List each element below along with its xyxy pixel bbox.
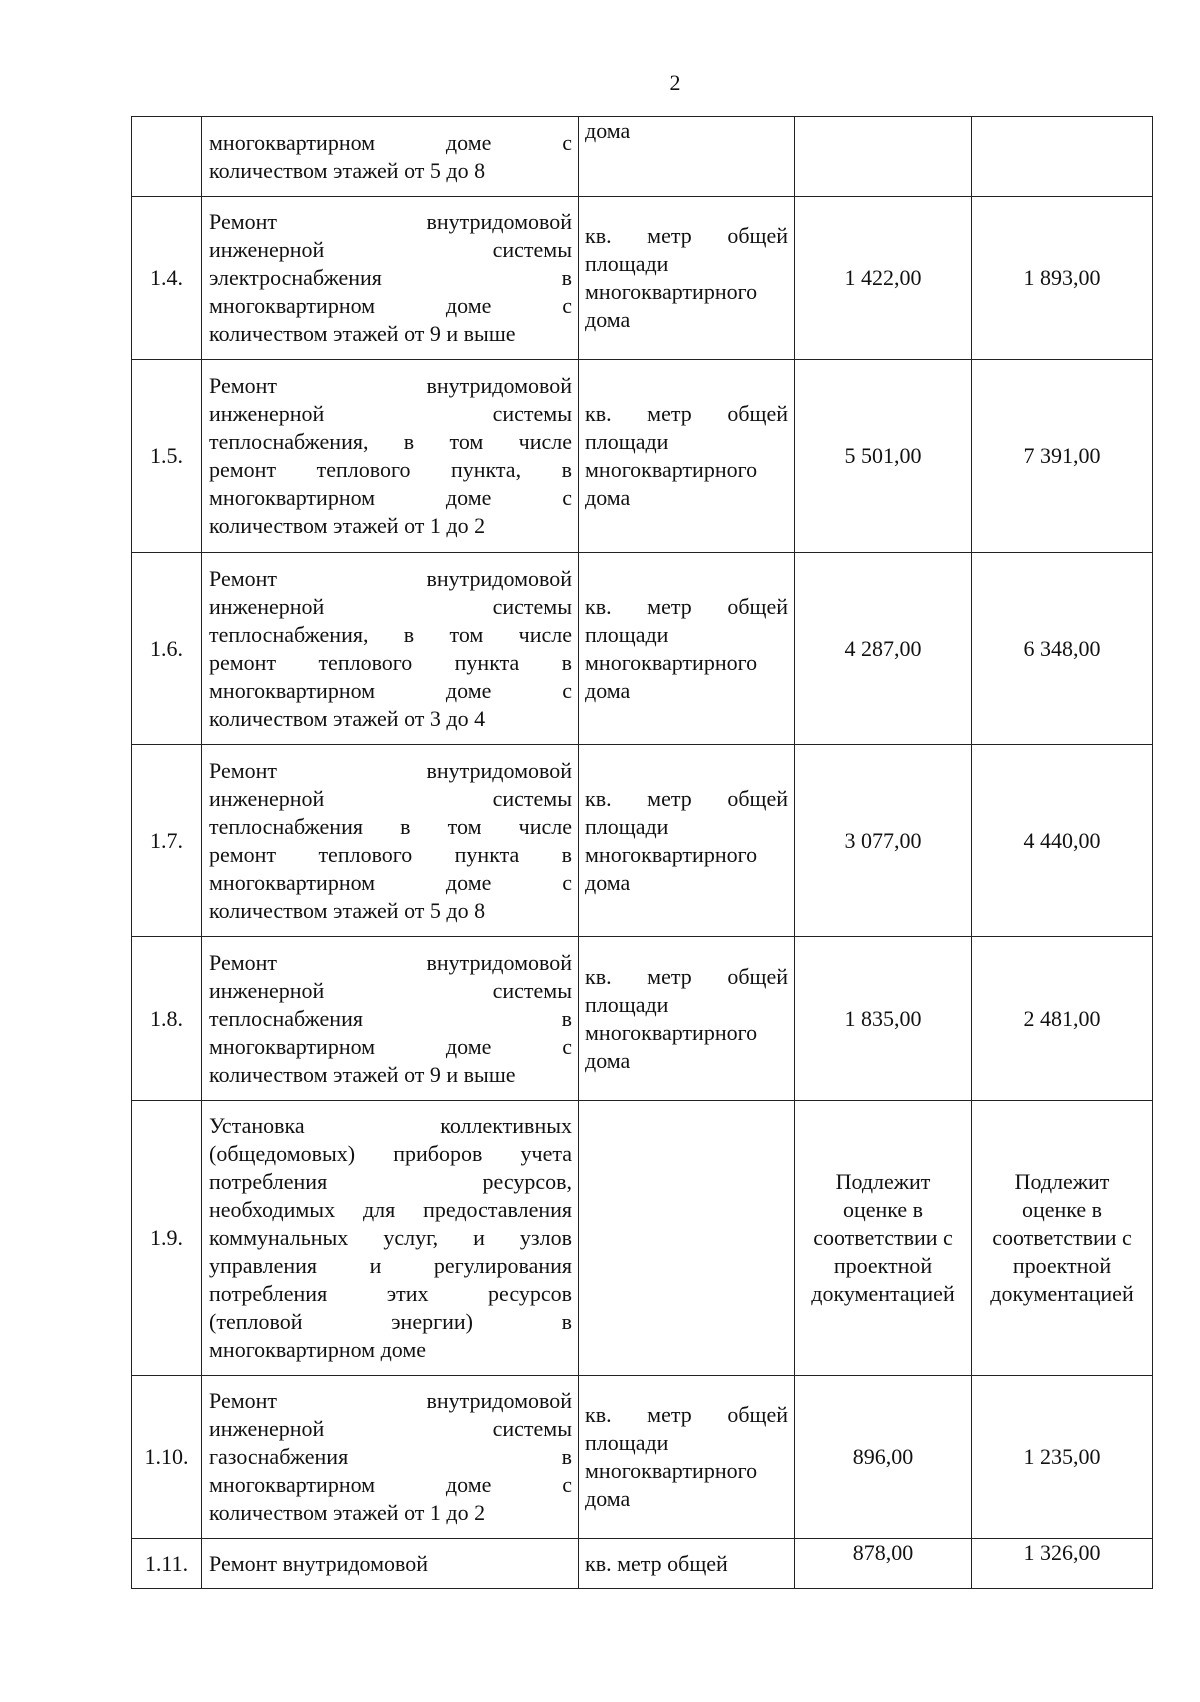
unit-line: площади bbox=[585, 991, 669, 1017]
work-description bbox=[202, 197, 579, 360]
description-line: газоснабжения в bbox=[209, 1444, 572, 1469]
description-line: теплоснабжения в том числе bbox=[209, 813, 572, 839]
row-number: 1.6. bbox=[132, 553, 202, 745]
unit-line: многоквартирного bbox=[585, 649, 758, 675]
description-line: Ремонт внутридомовой bbox=[209, 757, 572, 783]
description-line: количеством этажей от 5 до 8 bbox=[209, 157, 486, 183]
row-number: 1.9. bbox=[132, 1101, 202, 1376]
description-line: количеством этажей от 9 и выше bbox=[209, 321, 516, 346]
description-line: Ремонт внутридомовой bbox=[209, 1550, 429, 1576]
table-row bbox=[132, 937, 1153, 1101]
cost-value-1: 878,00 bbox=[795, 1539, 972, 1589]
value-line: проектной bbox=[1012, 1253, 1112, 1278]
work-description bbox=[202, 1376, 579, 1539]
description-line: количеством этажей от 5 до 8 bbox=[209, 897, 486, 923]
unit-line: площади bbox=[585, 251, 669, 276]
value-line: документацией bbox=[811, 1281, 955, 1306]
work-description bbox=[202, 360, 579, 553]
cost-value-1: 3 077,00 bbox=[795, 745, 972, 937]
work-description bbox=[202, 745, 579, 937]
description-line: инженерной системы bbox=[209, 977, 572, 1003]
unit-line: кв. метр общей bbox=[585, 593, 788, 619]
description-line: многоквартирном доме с bbox=[209, 1033, 572, 1059]
description-line: инженерной системы bbox=[209, 237, 572, 262]
unit-line: многоквартирного bbox=[585, 1458, 758, 1483]
table-row bbox=[132, 1376, 1153, 1539]
description-line: теплоснабжения в bbox=[209, 1005, 572, 1031]
description-line: многоквартирном доме с bbox=[209, 129, 572, 155]
unit-of-measure bbox=[579, 553, 795, 745]
cost-value-2: 4 440,00 bbox=[972, 745, 1153, 937]
value-line: Подлежит bbox=[835, 1169, 931, 1194]
description-line: (общедомовых) приборов учета bbox=[209, 1141, 572, 1166]
description-line: электроснабжения в bbox=[209, 265, 572, 290]
row-number: 1.11. bbox=[132, 1539, 202, 1589]
description-line: многоквартирном доме с bbox=[209, 1472, 572, 1497]
description-line: теплоснабжения, в том числе bbox=[209, 429, 572, 454]
description-line: Установка коллективных bbox=[209, 1113, 572, 1138]
work-description bbox=[202, 1539, 579, 1589]
unit-line: многоквартирного bbox=[585, 279, 758, 304]
unit-line: многоквартирного bbox=[585, 457, 758, 482]
value-line: документацией bbox=[990, 1281, 1134, 1306]
cost-value-2 bbox=[972, 1101, 1153, 1376]
description-line: инженерной системы bbox=[209, 785, 572, 811]
table-row bbox=[132, 1539, 1153, 1589]
description-line: многоквартирном доме bbox=[209, 1337, 427, 1362]
cost-value-1: 4 287,00 bbox=[795, 553, 972, 745]
price-table bbox=[131, 116, 1153, 1589]
table-row bbox=[132, 553, 1153, 745]
description-line: количеством этажей от 3 до 4 bbox=[209, 705, 486, 731]
value-line: проектной bbox=[833, 1253, 933, 1278]
cost-value-1: 896,00 bbox=[795, 1376, 972, 1539]
work-description bbox=[202, 553, 579, 745]
description-line: инженерной системы bbox=[209, 1416, 572, 1441]
description-line: Ремонт внутридомовой bbox=[209, 373, 572, 398]
unit-line: площади bbox=[585, 1430, 669, 1455]
unit-line: кв. метр общей bbox=[585, 1402, 788, 1427]
unit-line: кв. метр общей bbox=[585, 1550, 728, 1576]
description-line: Ремонт внутридомовой bbox=[209, 565, 572, 591]
cost-value-2 bbox=[972, 117, 1153, 197]
unit-line: дома bbox=[585, 307, 631, 332]
unit-line: дома bbox=[585, 485, 631, 510]
description-line: многоквартирном доме с bbox=[209, 869, 572, 895]
description-line: (тепловой энергии) в bbox=[209, 1309, 572, 1334]
unit-line: площади bbox=[585, 813, 669, 839]
unit-of-measure bbox=[579, 1539, 795, 1589]
row-number: 1.10. bbox=[132, 1376, 202, 1539]
unit-line: многоквартирного bbox=[585, 1019, 758, 1045]
description-line: ремонт теплового пункта, в bbox=[209, 457, 572, 482]
unit-line: кв. метр общей bbox=[585, 963, 788, 989]
description-line: потребления ресурсов, bbox=[209, 1169, 572, 1194]
cost-value-2: 2 481,00 bbox=[972, 937, 1153, 1101]
cost-value-2: 7 391,00 bbox=[972, 360, 1153, 553]
cost-value-2: 1 326,00 bbox=[972, 1539, 1153, 1589]
unit-line: кв. метр общей bbox=[585, 785, 788, 811]
description-line: многоквартирном доме с bbox=[209, 293, 572, 318]
description-line: инженерной системы bbox=[209, 593, 572, 619]
value-line: Подлежит bbox=[1014, 1169, 1110, 1194]
description-line: количеством этажей от 1 до 2 bbox=[209, 1500, 486, 1525]
unit-line: дома bbox=[585, 677, 631, 703]
description-line: многоквартирном доме с bbox=[209, 485, 572, 510]
unit-line: кв. метр общей bbox=[585, 401, 788, 426]
value-line: оценке в bbox=[1021, 1197, 1103, 1222]
unit-line: дома bbox=[585, 869, 631, 895]
description-line: Ремонт внутридомовой bbox=[209, 1388, 572, 1413]
unit-of-measure bbox=[579, 1101, 795, 1376]
cost-value-2: 6 348,00 bbox=[972, 553, 1153, 745]
description-line: управления и регулирования bbox=[209, 1253, 572, 1278]
row-number: 1.7. bbox=[132, 745, 202, 937]
value-line: соответствии с bbox=[992, 1225, 1132, 1250]
unit-of-measure bbox=[579, 937, 795, 1101]
unit-of-measure bbox=[579, 117, 795, 197]
cost-value-1 bbox=[795, 117, 972, 197]
description-line: теплоснабжения, в том числе bbox=[209, 621, 572, 647]
work-description bbox=[202, 117, 579, 197]
cost-value-1: 5 501,00 bbox=[795, 360, 972, 553]
value-line: соответствии с bbox=[813, 1225, 953, 1250]
table-row bbox=[132, 360, 1153, 553]
value-line: оценке в bbox=[842, 1197, 924, 1222]
row-number: 1.8. bbox=[132, 937, 202, 1101]
unit-line: дома bbox=[585, 118, 631, 143]
cost-value-1 bbox=[795, 1101, 972, 1376]
description-line: ремонт теплового пункта в bbox=[209, 841, 572, 867]
row-number: 1.4. bbox=[132, 197, 202, 360]
unit-line: кв. метр общей bbox=[585, 223, 788, 248]
description-line: коммунальных услуг, и узлов bbox=[209, 1225, 572, 1250]
description-line: Ремонт внутридомовой bbox=[209, 949, 572, 975]
table-row bbox=[132, 197, 1153, 360]
cost-value-1: 1 422,00 bbox=[795, 197, 972, 360]
unit-line: дома bbox=[585, 1486, 631, 1511]
row-number: 1.5. bbox=[132, 360, 202, 553]
description-line: количеством этажей от 1 до 2 bbox=[209, 513, 486, 538]
unit-of-measure bbox=[579, 1376, 795, 1539]
cost-value-2: 1 893,00 bbox=[972, 197, 1153, 360]
description-line: инженерной системы bbox=[209, 401, 572, 426]
table-row bbox=[132, 745, 1153, 937]
row-number bbox=[132, 117, 202, 197]
description-line: потребления этих ресурсов bbox=[209, 1281, 572, 1306]
table-body bbox=[132, 117, 1153, 1589]
unit-of-measure bbox=[579, 745, 795, 937]
table-row bbox=[132, 1101, 1153, 1376]
unit-line: площади bbox=[585, 621, 669, 647]
work-description bbox=[202, 1101, 579, 1376]
description-line: необходимых для предоставления bbox=[209, 1197, 572, 1222]
cost-value-1: 1 835,00 bbox=[795, 937, 972, 1101]
page-number: 2 bbox=[669, 70, 681, 95]
unit-line: дома bbox=[585, 1047, 631, 1073]
cost-value-2: 1 235,00 bbox=[972, 1376, 1153, 1539]
description-line: количеством этажей от 9 и выше bbox=[209, 1061, 516, 1087]
unit-of-measure bbox=[579, 197, 795, 360]
unit-line: площади bbox=[585, 429, 669, 454]
description-line: ремонт теплового пункта в bbox=[209, 649, 572, 675]
work-description bbox=[202, 937, 579, 1101]
unit-of-measure bbox=[579, 360, 795, 553]
description-line: многоквартирном доме с bbox=[209, 677, 572, 703]
table-row bbox=[132, 117, 1153, 197]
unit-line: многоквартирного bbox=[585, 841, 758, 867]
description-line: Ремонт внутридомовой bbox=[209, 209, 572, 234]
